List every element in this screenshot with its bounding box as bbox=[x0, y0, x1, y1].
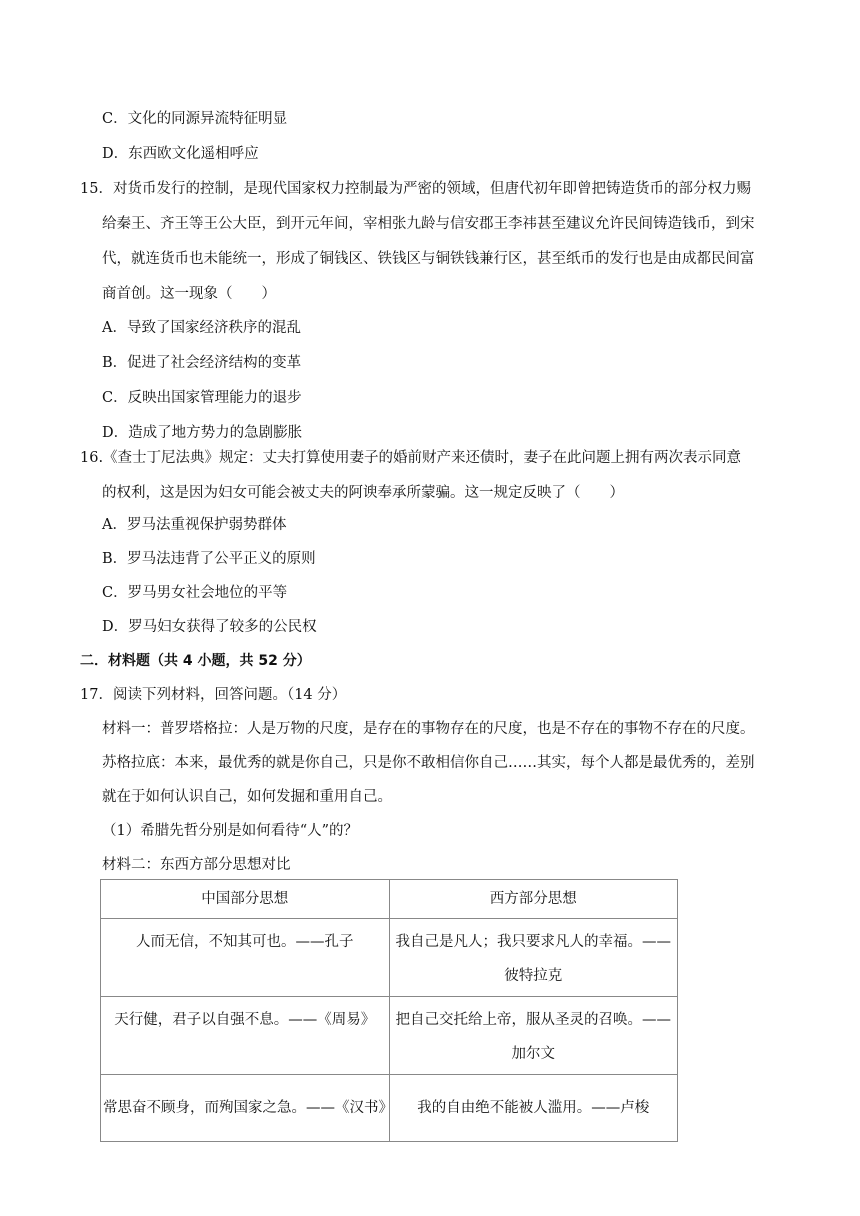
option-16d: D．罗马妇女获得了较多的公民权 bbox=[102, 619, 317, 635]
comparison-table bbox=[100, 879, 678, 1142]
cell-cn: 常思奋不顾身，而殉国家之急。——《汉书》 bbox=[101, 1075, 390, 1142]
cell-cn: 人而无信，不知其可也。——孔子 bbox=[101, 919, 390, 997]
question-17-intro: 17．阅读下列材料，回答问题。（14 分） bbox=[80, 687, 347, 703]
option-15d: D．造成了地方势力的急剧膨胀 bbox=[102, 425, 303, 441]
material-1-line3: 就在于如何认识自己，如何发掘和重用自己。 bbox=[102, 789, 392, 805]
table-row bbox=[101, 997, 678, 1075]
option-16c: C．罗马男女社会地位的平等 bbox=[102, 585, 288, 601]
cell-cn: 天行健，君子以自强不息。——《周易》 bbox=[101, 997, 390, 1075]
option-15a: A．导致了国家经济秩序的混乱 bbox=[102, 320, 301, 336]
material-2-title: 材料二：东西方部分思想对比 bbox=[102, 857, 291, 873]
option-14c: C．文化的同源异流特征明显 bbox=[102, 111, 288, 127]
question-15-line2: 给秦王、齐王等王公大臣，到开元年间，宰相张九龄与信安郡王李祎甚至建议允许民间铸造钱币，到宋 bbox=[102, 216, 755, 232]
table-header-row bbox=[101, 880, 678, 919]
question-16-line2: 的权利，这是因为妇女可能会被丈夫的阿谀奉承所蒙骗。这一规定反映了（ ） bbox=[102, 485, 624, 501]
option-16b: B．罗马法违背了公平正义的原则 bbox=[102, 551, 316, 567]
header-cn: 中国部分思想 bbox=[101, 880, 390, 919]
cell-west: 我自己是凡人；我只要求凡人的幸福。——彼特拉克 bbox=[389, 919, 678, 997]
table-row bbox=[101, 1075, 678, 1142]
option-15c: C．反映出国家管理能力的退步 bbox=[102, 390, 302, 406]
section-2-heading: 二．材料题（共 4 小题，共 52 分） bbox=[80, 653, 311, 669]
option-14d: D．东西欧文化遥相呼应 bbox=[102, 146, 259, 162]
question-15-line1: 15．对货币发行的控制，是现代国家权力控制最为严密的领域，但唐代初年即曾把铸造货币的部分权力赐 bbox=[80, 181, 751, 197]
cell-west: 我的自由绝不能被人滥用。——卢梭 bbox=[389, 1075, 678, 1142]
cell-west: 把自己交托给上帝，服从圣灵的召唤。——加尔文 bbox=[389, 997, 678, 1075]
material-1-line2: 苏格拉底：本来，最优秀的就是你自己，只是你不敢相信你自己……其实，每个人都是最优秀的，差别 bbox=[102, 755, 755, 771]
material-1-line1: 材料一：普罗塔格拉：人是万物的尺度，是存在的事物存在的尺度，也是不存在的事物不存在的尺度。 bbox=[102, 721, 755, 737]
option-15b: B．促进了社会经济结构的变革 bbox=[102, 355, 302, 371]
table-row bbox=[101, 919, 678, 997]
option-16a: A．罗马法重视保护弱势群体 bbox=[102, 517, 287, 533]
question-17-1: （1）希腊先哲分别是如何看待“人”的？ bbox=[102, 823, 359, 839]
question-16-line1: 16.《查士丁尼法典》规定：丈夫打算使用妻子的婚前财产来还债时，妻子在此问题上拥有两次表示同意 bbox=[80, 450, 742, 466]
question-15-line3: 代，就连货币也未能统一，形成了铜钱区、铁钱区与铜铁钱兼行区，甚至纸币的发行也是由成都民间富 bbox=[102, 251, 755, 267]
question-15-line4: 商首创。这一现象（ ） bbox=[102, 286, 276, 302]
header-west: 西方部分思想 bbox=[389, 880, 678, 919]
